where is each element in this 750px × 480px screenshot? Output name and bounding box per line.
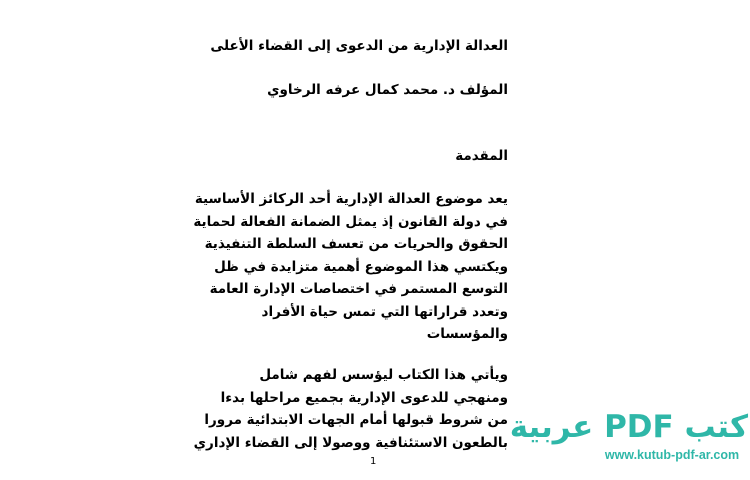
paragraph-line: وتعدد قراراتها التي تمس حياة الأفراد [261, 303, 508, 320]
paragraph-line: التوسع المستمر في اختصاصات الإدارة العامة [209, 281, 508, 297]
document-title: العدالة الإدارية من الدعوى إلى القضاء الأعلى [210, 38, 508, 54]
paragraph-line: ومنهجي للدعوى الإدارية بجميع مراحلها بدءا [220, 389, 508, 406]
watermark-logo: كتب PDF عربية [509, 409, 748, 445]
paragraph-line: ويكتسي هذا الموضوع أهمية متزايدة في ظل [214, 258, 508, 275]
paragraph-line: في دولة القانون إذ يمثل الضمانة الفعالة لحماية [193, 213, 508, 230]
paragraph-line: الحقوق والحريات من تعسف السلطة التنفيذية [204, 236, 508, 252]
page-number: 1 [370, 456, 377, 467]
paragraph-line: بالطعون الاستئنافية ووصولا إلى القضاء الإداري [193, 434, 508, 451]
document-author: المؤلف د. محمد كمال عرفه الرخاوي [267, 82, 508, 98]
paragraph-line: يعد موضوع العدالة الإدارية أحد الركائز الأساسية [194, 191, 508, 207]
watermark-url: www.kutub-pdf-ar.com [604, 448, 740, 462]
paragraph-book-purpose [194, 364, 508, 454]
paragraph-line: والمؤسسات [426, 326, 508, 342]
section-heading: المقدمة [455, 148, 508, 164]
paragraph-line: من شروط قبولها أمام الجهات الابتدائية مرورا [204, 412, 508, 428]
site-watermark [509, 408, 748, 464]
paragraph-line: ويأتي هذا الكتاب ليؤسس لفهم شامل [259, 367, 508, 383]
paragraph-intro [193, 188, 508, 346]
